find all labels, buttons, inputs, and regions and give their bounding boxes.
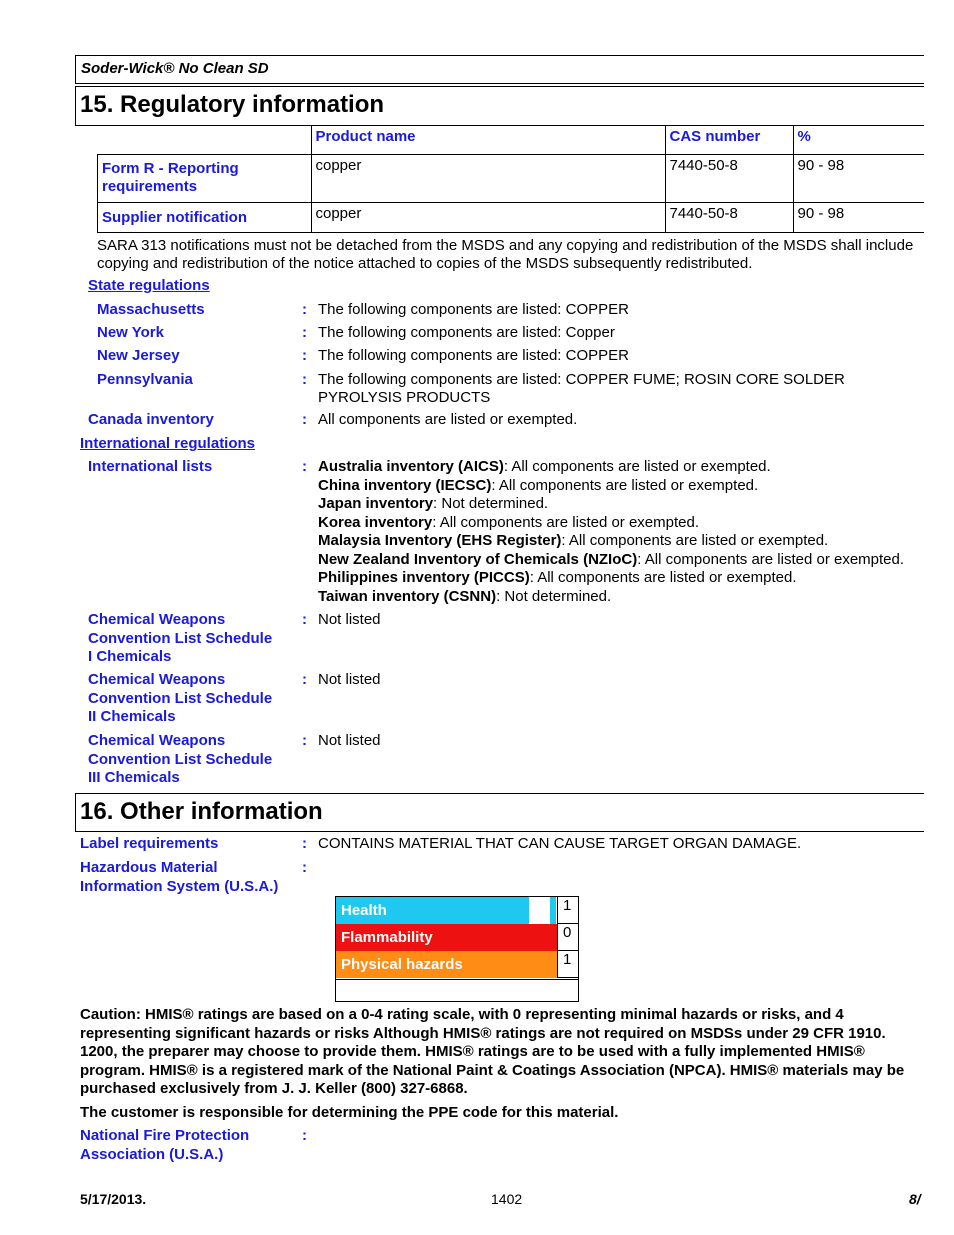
label-requirements-label: Label requirements (80, 835, 219, 852)
hmis-ppe-row (336, 979, 578, 980)
colon: : (302, 671, 307, 688)
hmis-physical-value: 1 (557, 951, 579, 978)
product-name: Soder-Wick® No Clean SD (81, 60, 269, 77)
list-item: Philippines inventory (PICCS): All components are listed or exempted. (318, 569, 797, 586)
table-corner (98, 126, 312, 155)
state-new-jersey-value: The following components are listed: COPPER (318, 347, 629, 364)
table-row (98, 203, 925, 233)
ppe-note: The customer is responsible for determining the PPE code for this material. (80, 1104, 619, 1121)
colon: : (302, 347, 307, 364)
section-15-title: 15. Regulatory information (75, 86, 924, 126)
list-item: China inventory (IECSC): All components are listed or exempted. (318, 476, 759, 494)
cwc-schedule-1-value: Not listed (318, 611, 381, 628)
regulatory-table (97, 125, 924, 233)
row-label-form-r: Form R - Reporting requirements (98, 155, 312, 203)
footer-date: 5/17/2013. (80, 1191, 147, 1207)
document-header (75, 55, 924, 84)
cell-product: copper (311, 155, 665, 203)
hmis-flammability-value: 0 (557, 924, 579, 951)
cwc-schedule-2-label: Chemical Weapons Convention List Schedule II Chemicals (88, 671, 273, 725)
canada-inventory-value: All components are listed or exempted. (318, 411, 578, 428)
hmis-physical-bar: Physical hazards (336, 951, 557, 978)
colon: : (302, 835, 307, 852)
list-item: Malaysia Inventory (EHS Register): All components are listed or exempted. (318, 532, 829, 549)
hmis-health-value: 1 (557, 897, 579, 924)
colon: : (302, 371, 307, 388)
cwc-schedule-3-label: Chemical Weapons Convention List Schedule III Chemicals (88, 732, 273, 786)
cwc-schedule-3-value: Not listed (318, 732, 381, 749)
state-new-york-label: New York (97, 324, 164, 341)
footer-code: 1402 (491, 1191, 523, 1207)
colon: : (302, 458, 307, 475)
label-requirements-value: CONTAINS MATERIAL THAT CAN CAUSE TARGET ORGAN DAMAGE. (318, 835, 802, 852)
hmis-caution-text: Caution: HMIS® ratings are based on a 0-4 rating scale, with 0 representing minimal hazards or risks, and 4 representing significant hazards or risks Although HMIS® ratings are not required on MSDSs under 29 CFR 1910. 1200, the preparer may choose to provide them. HMIS® ratings are to be used with a fully implemented HMIS® program. HMIS® is a registered mark of the National Paint & Coatings Association (NPCA). HMIS® materials may be purchased exclusively from J. J. Keller (800) 327-6868. (80, 1006, 905, 1098)
list-item: New Zealand Inventory of Chemicals (NZIoC): All components are listed or exempted. (318, 550, 905, 568)
hmis-rating-box (335, 896, 579, 1002)
state-new-jersey-label: New Jersey (97, 347, 180, 364)
list-item: Korea inventory: All components are listed or exempted. (318, 513, 700, 531)
state-regulations-heading: State regulations (88, 277, 210, 294)
international-lists-values (318, 458, 938, 606)
state-new-york-value: The following components are listed: Copper (318, 324, 615, 341)
hmis-health-accent (550, 897, 556, 924)
state-pennsylvania-value: The following components are listed: COPPER FUME; ROSIN CORE SOLDER PYROLYSIS PRODUCTS (318, 371, 845, 406)
table-row (98, 155, 925, 203)
nfpa-label: National Fire Protection Association (U.S.A.) (80, 1127, 250, 1163)
hmis-flammability-bar: Flammability (336, 924, 557, 951)
colon: : (302, 411, 307, 428)
col-cas-number: CAS number (665, 126, 793, 155)
colon: : (302, 611, 307, 628)
hmis-label: Hazardous Material Information System (U.S.A.) (80, 859, 279, 895)
cell-cas: 7440-50-8 (665, 203, 793, 233)
state-massachusetts-label: Massachusetts (97, 301, 205, 318)
colon: : (302, 301, 307, 318)
canada-inventory-label: Canada inventory (88, 411, 214, 428)
sara-note: SARA 313 notifications must not be detached from the MSDS and any copying and redistribution of the MSDS shall include copying and redistribution of the notice attached to copies of the MSDS subsequently redistributed. (97, 237, 914, 272)
international-regulations-heading: International regulations (80, 435, 256, 452)
footer-page: 8/ (909, 1191, 921, 1207)
international-lists-label: International lists (88, 458, 213, 475)
cwc-schedule-1-label: Chemical Weapons Convention List Schedule I Chemicals (88, 611, 273, 665)
list-item: Australia inventory (AICS): All components are listed or exempted. (318, 458, 771, 475)
section-16-title: 16. Other information (75, 793, 924, 832)
list-item: Japan inventory: Not determined. (318, 495, 549, 512)
state-pennsylvania-label: Pennsylvania (97, 371, 193, 388)
cell-product: copper (311, 203, 665, 233)
colon: : (302, 859, 307, 876)
cell-percent: 90 - 98 (793, 203, 924, 233)
hmis-health-bar: Health (336, 897, 529, 924)
col-product-name: Product name (311, 126, 665, 155)
cwc-schedule-2-value: Not listed (318, 671, 381, 688)
col-percent: % (793, 126, 924, 155)
state-massachusetts-value: The following components are listed: COPPER (318, 301, 629, 318)
cell-cas: 7440-50-8 (665, 155, 793, 203)
colon: : (302, 1127, 307, 1144)
list-item: Taiwan inventory (CSNN): Not determined. (318, 587, 612, 605)
colon: : (302, 324, 307, 341)
row-label-supplier: Supplier notification (98, 203, 312, 233)
cell-percent: 90 - 98 (793, 155, 924, 203)
colon: : (302, 732, 307, 749)
